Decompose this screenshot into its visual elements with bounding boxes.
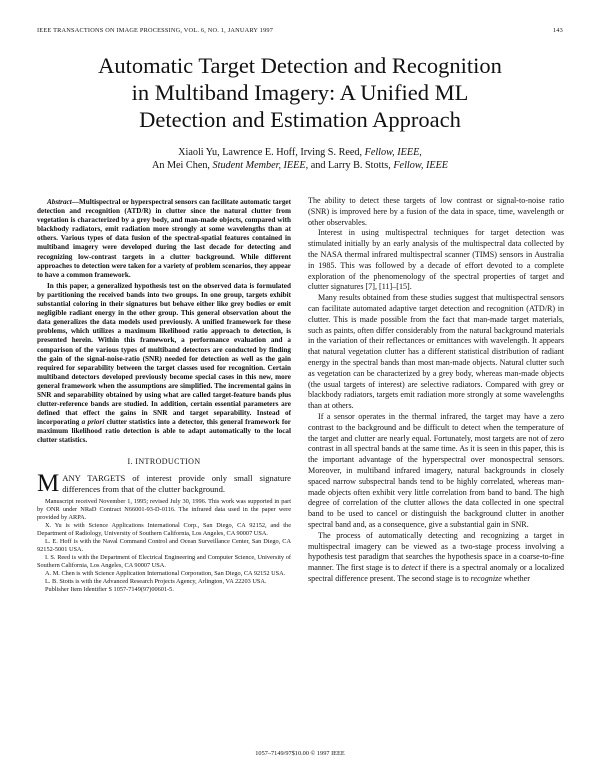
author-names: An Mei Chen,	[151, 160, 213, 171]
abstract-paragraph: Abstract—Multispectral or hyperspectral sensors can facilitate automatic target detection and recognition (ATD/R) in clutter since the natural clutter from vegetation is characterized by a grey body, and man-made objects, compared with blackbody radiators, emit radiation more strongly at some wavelengths than at others. Various types of data fusion of the spectral-spatial features contained in multiband imagery were developed during the last decade for detecting and recognizing low-contrast targets in a clutter background. While different approaches to detection were taken for a variety of problem scenarios, they appear to have a common framework.	[37, 198, 291, 279]
copyright-footer: 1057–7149/97$10.00 © 1997 IEEE	[255, 750, 345, 757]
section-heading: I. INTRODUCTION	[127, 456, 201, 466]
left-column	[37, 198, 291, 594]
footnote: Manuscript received November 1, 1995; revised July 30, 1996. This work was supported in part by ONR under NRaD Contract N66001-93-D-0116. The infrared data used in the paper were provided by ARPA.	[37, 498, 291, 522]
author-list	[40, 146, 560, 172]
footnote: A. M. Chen is with Science Application International Corporation, San Diego, CA 92152 USA.	[45, 570, 286, 578]
footnote: Publisher Item Identifier S 1057-7149(97)00601-5.	[45, 586, 174, 594]
author-role: Student Member, IEEE,	[212, 160, 309, 171]
body-paragraph: Interest in using multispectral techniques for target detection was stimulated initially by an early analysis of the multispectral data collected by the NASA thermal infrared multispectral scanner (TIMS) sensors in Australia in 1985. This was followed by a decade of effort devoted to a complete exploration of the phenomenology of the spectral properties of target and clutter signatures [7], [11]–[15].	[308, 228, 564, 292]
footnote: L. B. Stotts is with the Advanced Research Projects Agency, Arlington, VA 22203 USA.	[45, 578, 267, 586]
journal-name: IEEE TRANSACTIONS ON IMAGE PROCESSING, VOL. 6, NO. 1, JANUARY 1997	[37, 27, 274, 34]
abstract-label: Abstract—	[47, 198, 79, 206]
body-paragraph: The ability to detect these targets of low contrast or signal-to-noise ratio (SNR) is improved here by a fusion of the data in space, time, wavelength or other observables.	[308, 196, 564, 227]
title-line: Detection and Estimation Approach	[139, 107, 461, 132]
author-role: Fellow, IEEE,	[364, 147, 422, 158]
body-paragraph: If a sensor operates in the thermal infrared, the target may have a zero contrast to the background and be difficult to detect when the temperature of the target and clutter are nearly equal. Fortunately, most targets are not of zero contrast in all spectral bands at the same time. As it is seen in this paper, this is the important advantage of the hyperspectral over monospectral sensors. Moreover, in multiband infrared imagery, natural backgrounds in closely spaced narrow subspectral bands tend to be highly correlated, whereas man-made objects often exhibit very little correlation from band to band. The high degree of correlation of the clutter allows the data collected in one spectral band to be used to cancel or distinguish the background clutter in another spectral band and, as a consequence, give a substantial gain in SNR.	[308, 411, 564, 529]
title-line: in Multiband Imagery: A Unified ML	[131, 80, 469, 105]
abstract-paragraph: In this paper, a generalized hypothesis test on the observed data is formulated by partitioning the received bands into two groups. In one group, targets exhibit substantial coloring in their signatures but behave either like grey bodies or emit negligible radiant energy in the other group. This general observation about the data generalizes the data models used previously. A unified framework for these problems, which utilizes a maximum likelihood ratio approach to detection, is presented herein. Within this framework, a performance evaluation and a comparison of the various types of multiband detectors are conducted by finding the gain of the signal-noise-ratio (SNR) needed for detection as well as the gain required for separability between the target classes used for recognition. Certain multiband detectors developed previously become special cases in this new, more general framework when the assumptions are simplified. The incremental gains in SNR and separability obtained by using what are called target-feature bands plus clutter-reference bands are studied. In addition, certain essential parameters are defined that effect the gains in SNR and target separability. Instead of incorporating a priori clutter statistics into a detector, this general framework for maximum likelihood ratio detection is able to adapt automatically to the local clutter statistics.	[37, 281, 291, 445]
drop-cap: M	[37, 470, 60, 498]
paper-title	[40, 52, 560, 133]
footnote: L. E. Hoff is with the Naval Command Control and Ocean Surveillance Center, San Diego, CA 92152-5001 USA.	[37, 538, 291, 554]
title-line: Automatic Target Detection and Recognition	[98, 53, 502, 78]
author-names: and Larry B. Stotts,	[308, 160, 394, 171]
right-column	[308, 196, 564, 585]
body-paragraph: Many results obtained from these studies suggest that multispectral sensors can facilitate automated adaptive target detection and recognition (ATD/R) in clutter. This is made possible from the fact that man-made target materials, such as paints, often differ considerably from the natural background materials in the variation of their reflectances or emittances with wavelength. It appears that natural vegetation clutter has a different statistical distribution of radiant energy in the spectral bands than most man-made objects. Natural clutter such as vegetation can be characterized by a grey body, whereas man-made objects (the usual targets of interest) are selective radiators. Compared with grey or blackbody radiators, targets emit radiation more strongly at some wavelengths than at others.	[308, 293, 564, 411]
intro-paragraph: MANY TARGETS of interest provide only small signature differences from that of the clutter background.	[37, 470, 291, 498]
body-paragraph: The process of automatically detecting and recognizing a target in multispectral imagery can be viewed as a two-stage process involving a hypothesis test paradigm that searches the hypothesis space in a coarse-to-fine manner. The first stage is to detect if there is a spectral anomaly or a localized spectral difference present. The second stage is to recognize whether	[308, 530, 564, 583]
author-role: Fellow, IEEE	[393, 160, 449, 171]
author-names: Xiaoli Yu, Lawrence E. Hoff, Irving S. Reed,	[178, 147, 365, 158]
page-number: 143	[552, 27, 563, 34]
footnote: I. S. Reed is with the Department of Electrical Engineering and Computer Science, University of Southern California, Los Angeles, CA 90007 USA.	[37, 554, 291, 570]
footnotes	[37, 498, 291, 594]
footnote: X. Yu is with Science Applications International Corp., San Diego, CA 92152, and the Department of Radiology, University of Southern California, Los Angeles, CA 90007 USA.	[37, 522, 291, 538]
